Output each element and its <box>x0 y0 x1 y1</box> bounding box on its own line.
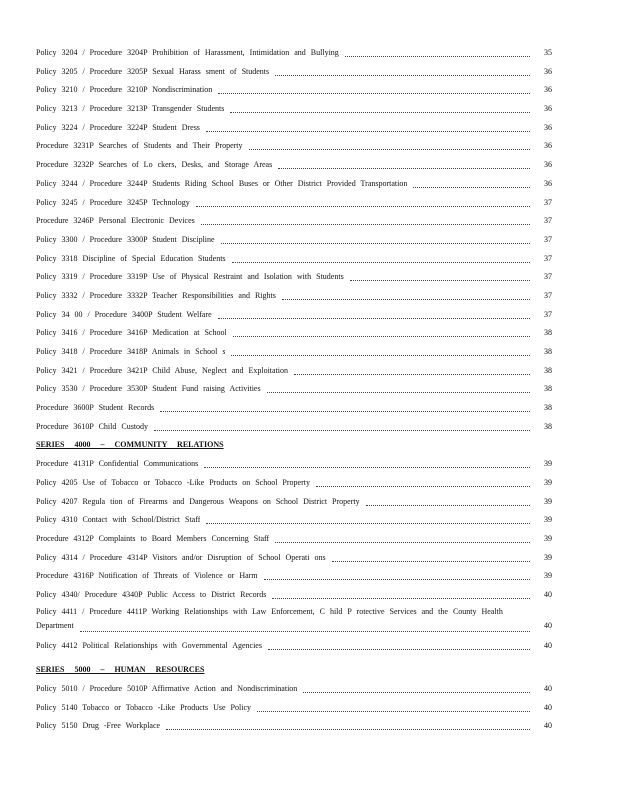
dot-leader <box>294 370 530 375</box>
toc-entry[interactable] <box>36 474 552 493</box>
dot-leader <box>218 89 530 94</box>
toc-entry-label: Policy 4412 Political Relationships with Governmental Agencies <box>36 640 262 650</box>
toc-entry[interactable] <box>36 549 552 568</box>
toc-entry[interactable] <box>36 399 552 418</box>
dot-leader <box>275 71 530 76</box>
dot-leader <box>350 276 530 281</box>
toc-entry[interactable] <box>36 306 552 325</box>
series-heading: SERIES 5000 – HUMAN RESOURCES <box>36 665 205 675</box>
toc-entry-label: Procedure 3246P Personal Electronic Devices <box>36 216 195 226</box>
toc-entry-label: Policy 5010 / Procedure 5010P Affirmative Action and Nondiscrimination <box>36 684 298 693</box>
toc-entry-label: Policy 3418 / Procedure 3418P Animals in School s <box>36 347 226 356</box>
dot-leader <box>413 183 530 188</box>
toc-entry[interactable] <box>36 605 552 637</box>
toc-page-number: 38 <box>544 384 552 394</box>
toc-entry-label: Policy 3224 / Procedure 3224P Student Dress <box>36 122 200 132</box>
toc-entry-label: Policy 3421 / Procedure 3421P Child Abuse, Neglect and Exploitation <box>36 365 289 375</box>
toc-page-number: 35 <box>544 48 552 57</box>
toc-entry-label: Policy 3530 / Procedure 3530P Student Fund raising Activities <box>36 384 261 394</box>
toc-entry[interactable] <box>36 287 552 306</box>
toc-entry[interactable] <box>36 343 552 362</box>
toc-entry[interactable] <box>36 268 552 287</box>
toc-entry[interactable] <box>36 380 552 399</box>
toc-entry[interactable] <box>36 418 552 437</box>
dot-leader <box>268 645 530 650</box>
dot-leader <box>332 557 530 562</box>
toc-entry-label: Policy 3244 / Procedure 3244P Students Riding School Buses or Other District Provided Transportation <box>36 178 408 188</box>
toc-entry-label: Procedure 4316P Notification of Threats of Violence or Harm <box>36 571 258 581</box>
toc-entry[interactable] <box>36 44 552 63</box>
dot-leader <box>303 688 530 693</box>
toc-page-number: 36 <box>544 178 552 188</box>
toc-page-number: 39 <box>544 496 552 506</box>
toc-entry-label: Policy 3319 / Procedure 3319P Use of Physical Restraint and Isolation with Students <box>36 272 344 282</box>
dot-leader <box>282 295 530 300</box>
toc-entry[interactable] <box>36 637 552 656</box>
toc-entry-label: Policy 3416 / Procedure 3416P Medication at School <box>36 328 227 338</box>
toc-entry-label: Policy 3204 / Procedure 3204P Prohibition of Harassment, Intimidation and Bullying <box>36 48 339 57</box>
toc-entry-label: Policy 4340/ Procedure 4340P Public Access to District Records <box>36 589 267 599</box>
toc-entry[interactable] <box>36 324 552 343</box>
toc-entry[interactable] <box>36 455 552 474</box>
toc-entry[interactable] <box>36 156 552 175</box>
dot-leader <box>272 594 530 599</box>
toc-entry-label: Policy 34 00 / Procedure 3400P Student Welfare <box>36 309 212 319</box>
dot-leader <box>201 220 530 225</box>
toc-entry[interactable] <box>36 231 552 250</box>
toc-entry-label: Policy 3205 / Procedure 3205P Sexual Harass sment of Students <box>36 66 270 76</box>
toc-page-number: 36 <box>544 141 552 151</box>
toc-entry[interactable] <box>36 250 552 269</box>
toc-page-number: 39 <box>544 477 552 487</box>
dot-leader <box>275 538 530 543</box>
toc-page-number: 38 <box>544 347 552 356</box>
toc-entry[interactable] <box>36 175 552 194</box>
table-of-contents <box>36 44 552 736</box>
toc-entry[interactable] <box>36 194 552 213</box>
toc-entry[interactable] <box>36 567 552 586</box>
toc-entry-label: Procedure 3600P Student Records <box>36 403 155 413</box>
toc-page-number: 39 <box>544 533 552 543</box>
toc-page-number: 37 <box>544 290 552 300</box>
dot-leader <box>264 575 530 580</box>
dot-leader <box>196 202 530 207</box>
toc-entry[interactable] <box>36 212 552 231</box>
toc-entry[interactable] <box>36 680 552 699</box>
toc-page-number: 38 <box>544 403 552 413</box>
toc-page-number: 38 <box>544 328 552 338</box>
toc-page-number: 37 <box>544 216 552 226</box>
toc-page-number: 37 <box>544 253 552 263</box>
toc-entry[interactable] <box>36 586 552 605</box>
toc-entry[interactable] <box>36 100 552 119</box>
toc-entry[interactable] <box>36 699 552 718</box>
toc-entry[interactable] <box>36 119 552 138</box>
toc-page-number: 39 <box>544 459 552 469</box>
dot-leader <box>278 164 530 169</box>
dot-leader <box>249 145 530 150</box>
toc-entry-label: Procedure 4131P Confidential Communications <box>36 459 199 469</box>
toc-page-number: 36 <box>544 85 552 95</box>
dot-leader <box>232 258 530 263</box>
toc-page-number: 40 <box>544 702 552 712</box>
toc-entry-label: Policy 4310 Contact with School/District Staff <box>36 515 201 525</box>
toc-entry-label: Policy 3300 / Procedure 3300P Student Discipline <box>36 234 215 244</box>
toc-entry-label: Policy 4411 / Procedure 4411P Working Relationships with Law Enforcement, C hild P rotective Services and the County Health Department <box>36 606 503 630</box>
dot-leader <box>218 314 530 319</box>
dot-leader <box>221 239 530 244</box>
toc-entry[interactable] <box>36 63 552 82</box>
toc-page-number: 36 <box>544 104 552 114</box>
toc-entry-label: Policy 4205 Use of Tobacco or Tobacco -Like Products on School Property <box>36 477 310 487</box>
toc-entry-label: Policy 3332 / Procedure 3332P Teacher Responsibilities and Rights <box>36 290 276 300</box>
toc-entry-label: Procedure 3610P Child Custody <box>36 421 149 431</box>
toc-page-number: 39 <box>544 571 552 581</box>
toc-page-number: 38 <box>544 421 552 431</box>
toc-page-number: 36 <box>544 66 552 76</box>
toc-entry-label: Policy 3213 / Procedure 3213P Transgender Students <box>36 104 225 114</box>
toc-entry[interactable] <box>36 511 552 530</box>
toc-entry[interactable] <box>36 530 552 549</box>
dot-leader <box>267 388 530 393</box>
dot-leader <box>345 52 530 57</box>
dot-leader <box>154 426 530 431</box>
dot-leader <box>257 707 530 712</box>
toc-page-number: 37 <box>544 309 552 319</box>
toc-page-number: 40 <box>544 684 552 693</box>
toc-entry-label: Procedure 4312P Complaints to Board Members Concerning Staff <box>36 533 270 543</box>
toc-entry-label: Policy 5150 Drug -Free Workplace <box>36 721 161 731</box>
toc-entry[interactable] <box>36 493 552 512</box>
toc-entry[interactable] <box>36 137 552 156</box>
toc-entry-label: Policy 3210 / Procedure 3210P Nondiscrimination <box>36 85 213 95</box>
toc-entry-label: Procedure 3232P Searches of Lo ckers, Desks, and Storage Areas <box>36 160 273 170</box>
toc-page-number: 37 <box>544 234 552 244</box>
dot-leader <box>206 519 530 524</box>
toc-page-number: 39 <box>544 515 552 525</box>
dot-leader <box>231 351 530 356</box>
toc-page-number: 40 <box>544 589 552 599</box>
toc-entry-label: Procedure 3231P Searches of Students and Their Property <box>36 141 243 151</box>
toc-entry-label: Policy 3318 Discipline of Special Education Students <box>36 253 226 263</box>
dot-leader <box>316 482 530 487</box>
toc-entry-label: Policy 3245 / Procedure 3245P Technology <box>36 197 190 207</box>
toc-entry-label: Policy 5140 Tobacco or Tobacco -Like Products Use Policy <box>36 702 251 712</box>
dot-leader <box>204 463 530 468</box>
toc-page-number: 36 <box>544 122 552 132</box>
toc-page-number: 40 <box>544 721 552 731</box>
toc-page-number: 39 <box>544 552 552 562</box>
series-heading: SERIES 4000 – COMMUNITY RELATIONS <box>36 440 224 450</box>
toc-page-number: 38 <box>544 365 552 375</box>
dot-leader <box>80 627 530 632</box>
toc-entry-label: Policy 4207 Regula tion of Firearms and Dangerous Weapons on School District Property <box>36 496 360 506</box>
toc-page-number: 40 <box>544 620 552 630</box>
toc-entry[interactable] <box>36 717 552 736</box>
dot-leader <box>233 332 530 337</box>
dot-leader <box>206 127 530 132</box>
toc-entry[interactable] <box>36 362 552 381</box>
dot-leader <box>230 108 530 113</box>
dot-leader <box>166 725 530 730</box>
toc-entry-label: Policy 4314 / Procedure 4314P Visitors and/or Disruption of School Operati ons <box>36 552 326 562</box>
toc-page-number: 40 <box>544 640 552 650</box>
dot-leader <box>160 407 530 412</box>
toc-entry[interactable] <box>36 81 552 100</box>
dot-leader <box>366 501 530 506</box>
toc-page-number: 37 <box>544 272 552 282</box>
toc-page-number: 36 <box>544 160 552 170</box>
toc-page-number: 37 <box>544 197 552 207</box>
